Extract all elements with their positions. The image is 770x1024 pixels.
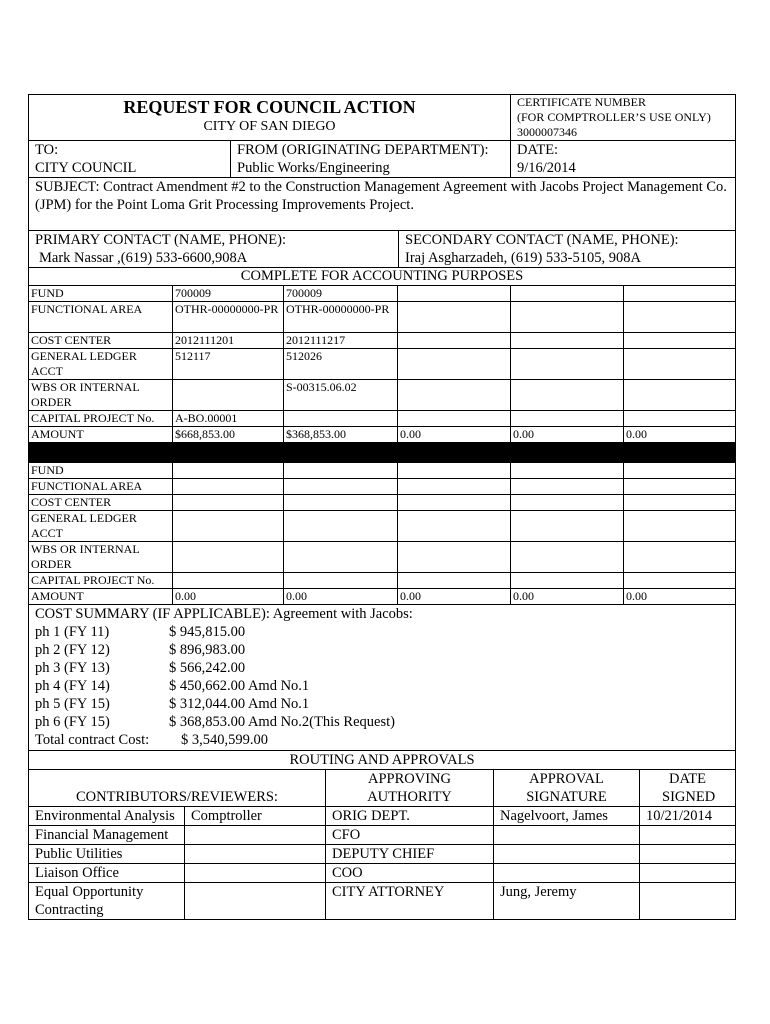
separator-band — [29, 443, 736, 463]
table-cell — [398, 542, 511, 573]
wbs-label: WBS OR INTERNAL ORDER — [29, 380, 173, 411]
to-value: CITY COUNCIL — [35, 160, 137, 176]
table-cell: 700009 — [173, 286, 284, 302]
primary-contact-label: PRIMARY CONTACT (NAME, PHONE): — [35, 232, 286, 248]
table-cell — [284, 511, 398, 542]
table-cell — [624, 286, 736, 302]
cost-total-label: Total contract Cost: — [35, 732, 150, 748]
signature-cell — [494, 845, 640, 864]
acct1-fund-row — [29, 286, 736, 302]
table-cell: S-00315.06.02 — [284, 380, 398, 411]
cost-total-value: $ 3,540,599.00 — [181, 732, 268, 748]
cost-center-label: COST CENTER — [29, 333, 173, 349]
certificate-label: CERTIFICATE NUMBER — [517, 95, 646, 109]
acct2-general-ledger-row — [29, 511, 736, 542]
authority-cell: COO — [326, 864, 494, 883]
acct1-functional-area-row — [29, 302, 736, 333]
acct2-fund-row — [29, 463, 736, 479]
certificate-number: 3000007346 — [517, 125, 577, 139]
table-cell — [511, 286, 624, 302]
table-cell — [624, 411, 736, 427]
form-header — [28, 94, 736, 141]
date-cell — [640, 864, 736, 883]
table-cell — [511, 511, 624, 542]
approval-signature-heading: APPROVAL SIGNATURE — [494, 770, 640, 807]
table-cell — [398, 463, 511, 479]
date-value: 9/16/2014 — [517, 160, 576, 176]
reviewer-cell — [185, 883, 326, 920]
date-label: DATE: — [517, 142, 559, 158]
cost-total-row — [35, 731, 729, 749]
table-cell — [284, 479, 398, 495]
table-cell — [398, 573, 511, 589]
table-cell — [173, 573, 284, 589]
reviewer-cell — [185, 864, 326, 883]
acct1-capital-project-row — [29, 411, 736, 427]
table-cell — [398, 411, 511, 427]
cost-row-label: ph 4 (FY 14) — [35, 678, 110, 694]
cost-row-value: $ 368,853.00 Amd No.2(This Request) — [169, 714, 395, 730]
table-cell — [398, 286, 511, 302]
contributor-cell: Equal Opportunity Contracting — [29, 883, 185, 920]
table-cell: $668,853.00 — [173, 427, 284, 443]
from-label: FROM (ORIGINATING DEPARTMENT): — [237, 142, 489, 158]
table-cell — [624, 542, 736, 573]
routing-table — [28, 750, 736, 920]
signature-cell — [494, 826, 640, 845]
cost-row — [35, 713, 729, 731]
contributors-heading: CONTRIBUTORS/REVIEWERS: — [29, 770, 326, 807]
table-cell — [398, 302, 511, 333]
approving-authority-heading: APPROVING AUTHORITY — [326, 770, 494, 807]
table-cell — [511, 380, 624, 411]
table-cell — [173, 463, 284, 479]
fund-label: FUND — [29, 286, 173, 302]
contributor-cell: Liaison Office — [29, 864, 185, 883]
amount-label: AMOUNT — [29, 427, 173, 443]
acct2-capital-project-row — [29, 573, 736, 589]
table-cell — [511, 573, 624, 589]
authority-cell: CFO — [326, 826, 494, 845]
date-signed-heading: DATE SIGNED — [640, 770, 736, 807]
table-cell: 0.00 — [173, 589, 284, 605]
table-cell — [173, 495, 284, 511]
cost-row — [35, 677, 729, 695]
cost-row-value: $ 312,044.00 Amd No.1 — [169, 696, 310, 712]
table-cell — [511, 411, 624, 427]
table-cell — [624, 333, 736, 349]
cost-row-label: ph 6 (FY 15) — [35, 714, 110, 730]
table-cell — [511, 542, 624, 573]
form-title: REQUEST FOR COUNCIL ACTION — [123, 97, 416, 117]
wbs-label: WBS OR INTERNAL ORDER — [29, 542, 173, 573]
cost-row — [35, 623, 729, 641]
routing-row — [29, 883, 736, 920]
cost-row — [35, 641, 729, 659]
table-cell: 2012111201 — [173, 333, 284, 349]
form-subtitle: CITY OF SAN DIEGO — [203, 119, 336, 134]
table-cell — [511, 333, 624, 349]
functional-area-label: FUNCTIONAL AREA — [29, 302, 173, 333]
cost-center-label: COST CENTER — [29, 495, 173, 511]
primary-contact-value: Mark Nassar ,(619) 533-6600,908A — [39, 250, 248, 266]
from-value: Public Works/Engineering — [237, 160, 390, 176]
date-cell — [640, 845, 736, 864]
routing-row — [29, 864, 736, 883]
table-cell — [173, 479, 284, 495]
certificate-note: (FOR COMPTROLLER’S USE ONLY) — [517, 110, 711, 124]
contributor-cell: Financial Management — [29, 826, 185, 845]
contributor-cell: Environmental Analysis — [29, 807, 185, 826]
cost-row-value: $ 566,242.00 — [169, 660, 246, 676]
cost-row-label: ph 5 (FY 15) — [35, 696, 110, 712]
secondary-contact-value: Iraj Asgharzadeh, (619) 533-5105, 908A — [405, 250, 641, 266]
acct1-amount-row — [29, 427, 736, 443]
accounting-heading: COMPLETE FOR ACCOUNTING PURPOSES — [29, 268, 736, 286]
table-cell: 700009 — [284, 286, 398, 302]
to-label: TO: — [35, 142, 59, 158]
date-cell — [640, 826, 736, 845]
subject-text: SUBJECT: Contract Amendment #2 to the Construction Management Agreement with Jacobs Project Management Co. (JPM) for the Point Loma Grit Processing Improvements Project. — [29, 178, 736, 231]
acct1-cost-center-row — [29, 333, 736, 349]
table-cell — [511, 302, 624, 333]
acct2-amount-row — [29, 589, 736, 605]
reviewer-cell: Comptroller — [185, 807, 326, 826]
table-cell — [173, 542, 284, 573]
table-cell: 0.00 — [398, 427, 511, 443]
reviewer-cell — [185, 826, 326, 845]
cost-row — [35, 659, 729, 677]
table-cell: 0.00 — [398, 589, 511, 605]
contacts-row — [28, 230, 736, 268]
table-cell: $368,853.00 — [284, 427, 398, 443]
authority-cell: DEPUTY CHIEF — [326, 845, 494, 864]
functional-area-label: FUNCTIONAL AREA — [29, 479, 173, 495]
table-cell — [624, 302, 736, 333]
capital-project-label: CAPITAL PROJECT No. — [29, 573, 173, 589]
table-cell: 0.00 — [511, 589, 624, 605]
table-cell — [511, 463, 624, 479]
authority-cell: CITY ATTORNEY — [326, 883, 494, 920]
table-cell: 0.00 — [624, 589, 736, 605]
acct1-general-ledger-row — [29, 349, 736, 380]
date-cell — [640, 883, 736, 920]
table-cell: 512117 — [173, 349, 284, 380]
table-cell — [398, 511, 511, 542]
cost-row-value: $ 450,662.00 Amd No.1 — [169, 678, 310, 694]
table-cell — [173, 511, 284, 542]
signature-cell: Nagelvoort, James — [494, 807, 640, 826]
table-cell — [624, 479, 736, 495]
subject-row — [28, 177, 736, 231]
cost-row-label: ph 3 (FY 13) — [35, 660, 110, 676]
routing-heading: ROUTING AND APPROVALS — [29, 751, 736, 770]
table-cell — [284, 573, 398, 589]
authority-cell: ORIG DEPT. — [326, 807, 494, 826]
signature-cell — [494, 864, 640, 883]
table-cell: OTHR-00000000-PR — [173, 302, 284, 333]
secondary-contact-label: SECONDARY CONTACT (NAME, PHONE): — [405, 232, 679, 248]
certificate-box — [511, 95, 736, 141]
routing-row — [29, 807, 736, 826]
acct2-functional-area-row — [29, 479, 736, 495]
table-cell — [284, 463, 398, 479]
table-cell — [624, 463, 736, 479]
general-ledger-label: GENERAL LEDGER ACCT — [29, 349, 173, 380]
table-cell — [511, 349, 624, 380]
date-cell: 10/21/2014 — [640, 807, 736, 826]
contributor-cell: Public Utilities — [29, 845, 185, 864]
table-cell — [624, 380, 736, 411]
fund-label: FUND — [29, 463, 173, 479]
table-cell — [398, 380, 511, 411]
cost-row-label: ph 2 (FY 12) — [35, 642, 110, 658]
table-cell: 0.00 — [511, 427, 624, 443]
cost-row-value: $ 945,815.00 — [169, 624, 246, 640]
table-cell — [624, 495, 736, 511]
table-cell — [511, 479, 624, 495]
table-cell: 2012111217 — [284, 333, 398, 349]
council-action-form — [28, 94, 736, 920]
routing-row — [29, 845, 736, 864]
table-cell: 0.00 — [284, 589, 398, 605]
acct2-cost-center-row — [29, 495, 736, 511]
cost-row-value: $ 896,983.00 — [169, 642, 246, 658]
accounting-table — [28, 267, 736, 605]
table-cell — [398, 349, 511, 380]
acct1-wbs-row — [29, 380, 736, 411]
table-cell: OTHR-00000000-PR — [284, 302, 398, 333]
cost-summary — [28, 604, 736, 751]
table-cell — [624, 511, 736, 542]
table-cell — [284, 411, 398, 427]
addressing-row — [28, 140, 736, 178]
table-cell: A-BO.00001 — [173, 411, 284, 427]
reviewer-cell — [185, 845, 326, 864]
routing-row — [29, 826, 736, 845]
general-ledger-label: GENERAL LEDGER ACCT — [29, 511, 173, 542]
capital-project-label: CAPITAL PROJECT No. — [29, 411, 173, 427]
table-cell — [398, 495, 511, 511]
table-cell — [511, 495, 624, 511]
amount-label: AMOUNT — [29, 589, 173, 605]
table-cell — [398, 479, 511, 495]
table-cell — [284, 495, 398, 511]
table-cell — [624, 573, 736, 589]
signature-cell: Jung, Jeremy — [494, 883, 640, 920]
table-cell: 512026 — [284, 349, 398, 380]
table-cell: 0.00 — [624, 427, 736, 443]
cost-row — [35, 695, 729, 713]
table-cell — [398, 333, 511, 349]
table-cell — [173, 380, 284, 411]
acct2-wbs-row — [29, 542, 736, 573]
cost-row-label: ph 1 (FY 11) — [35, 624, 110, 640]
cost-summary-heading: COST SUMMARY (IF APPLICABLE): Agreement with Jacobs: — [35, 606, 413, 622]
table-cell — [284, 542, 398, 573]
table-cell — [624, 349, 736, 380]
